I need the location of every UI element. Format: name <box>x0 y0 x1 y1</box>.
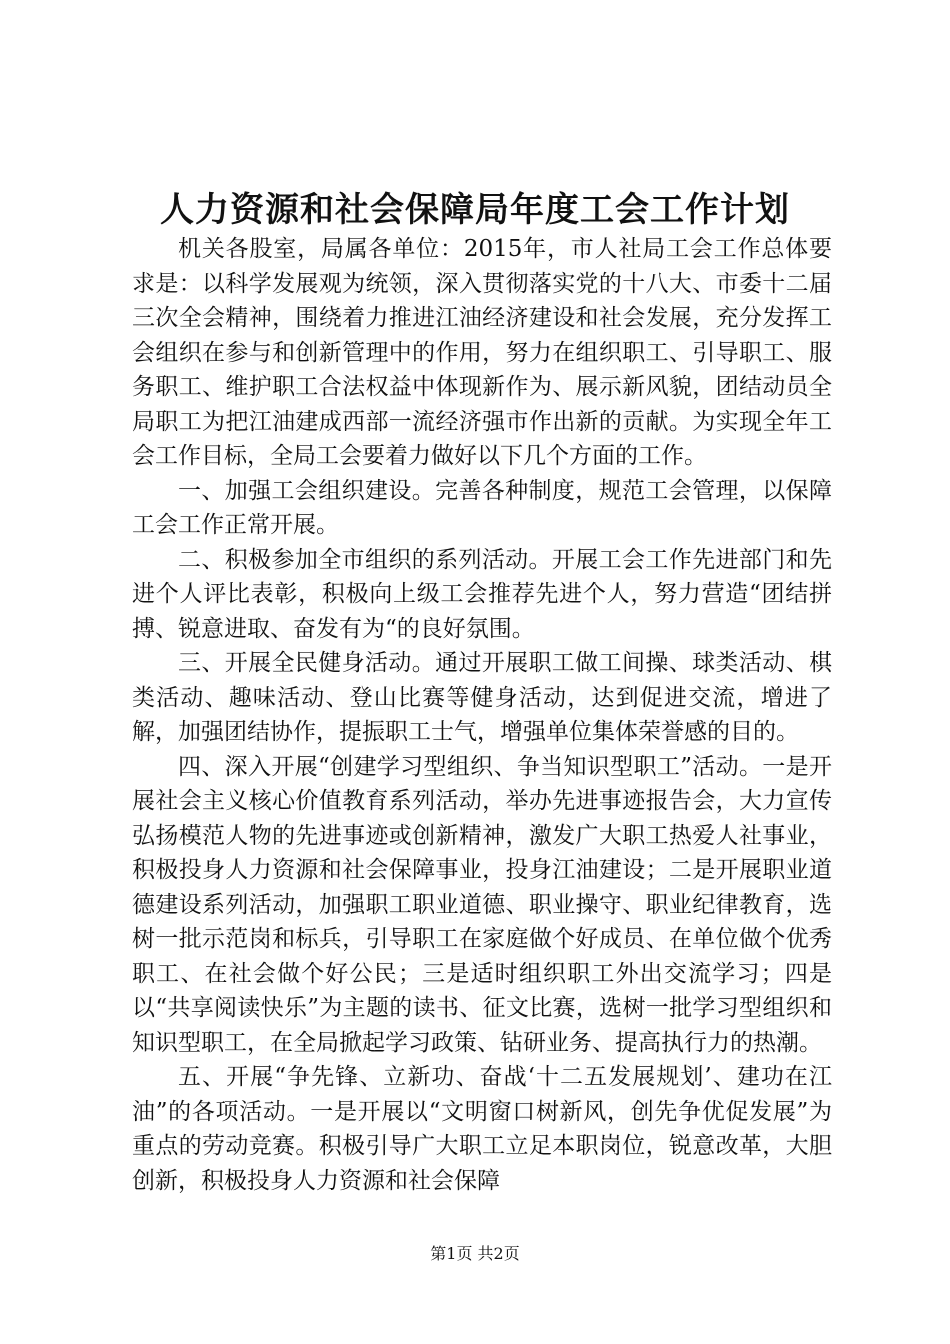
paragraph-item-5: 五、开展“争先锋、立新功、奋战‘十二五发展规划’、建功在江油”的各项活动。一是开展以“文明窗口树新风，创先争优促发展”为重点的劳动竞赛。积极引导广大职工立足本职岗位，锐意改革，大胆创新，积极投身人力资源和社会保障 <box>132 1064 832 1194</box>
page-title: 人力资源和社会保障局年度工会工作计划 <box>160 190 790 230</box>
document-body <box>132 232 832 1198</box>
page-number-footer: 第1页 共2页 <box>430 1244 520 1263</box>
paragraph-item-2: 二、积极参加全市组织的系列活动。开展工会工作先进部门和先进个人评比表彰，积极向上级工会推荐先进个人，努力营造“团结拼搏、锐意进取、奋发有为“的良好氛围。 <box>132 546 832 642</box>
paragraph-item-4: 四、深入开展“创建学习型组织、争当知识型职工”活动。一是开展社会主义核心价值教育系列活动，举办先进事迹报告会，大力宣传弘扬模范人物的先进事迹或创新精神，激发广大职工热爱人社事业，积极投身人力资源和社会保障事业，投身江油建设；二是开展职业道德建设系列活动，加强职工职业道德、职业操守、职业纪律教育，选树一批示范岗和标兵，引导职工在家庭做个好成员、在单位做个优秀职工、在社会做个好公民；三是适时组织职工外出交流学习；四是以“共享阅读快乐”为主题的读书、征文比赛，选树一批学习型组织和知识型职工，在全局掀起学习政策、钻研业务、提高执行力的热潮。 <box>132 753 832 1056</box>
paragraph-item-3: 三、开展全民健身活动。通过开展职工做工间操、球类活动、棋类活动、趣味活动、登山比赛等健身活动，达到促进交流，增进了解，加强团结协作，提振职工士气，增强单位集体荣誉感的目的。 <box>132 650 832 745</box>
paragraph-item-1: 一、加强工会组织建设。完善各种制度，规范工会管理，以保障工会工作正常开展。 <box>132 477 832 538</box>
paragraph-intro: 机关各股室，局属各单位：2015年，市人社局工会工作总体要求是：以科学发展观为统领，深入贯彻落实党的十八大、市委十二届三次全会精神，围绕着力推进江油经济建设和社会发展，充分发挥工会组织在参与和创新管理中的作用，努力在组织职工、引导职工、服务职工、维护职工合法权益中体现新作为、展示新风貌，团结动员全局职工为把江油建成西部一流经济强市作出新的贡献。为实现全年工会工作目标，全局工会要着力做好以下几个方面的工作。 <box>132 236 832 469</box>
